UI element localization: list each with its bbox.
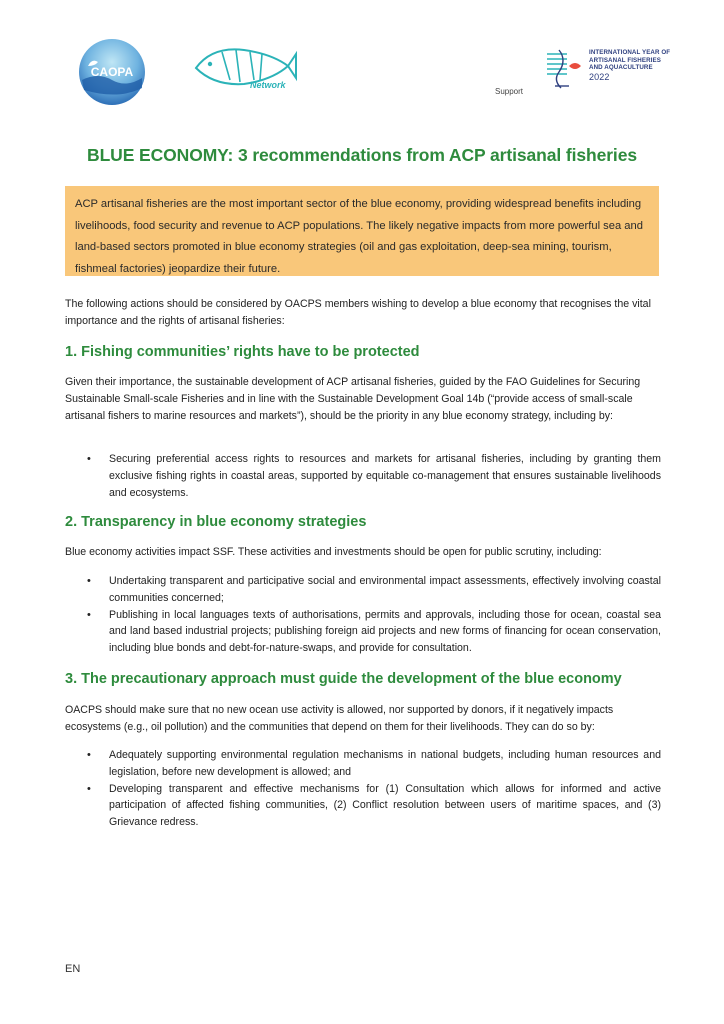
section-2-bullet-1: • Undertaking transparent and participative social and environmental impact assessments, effectively involving coastal communities concerned; (65, 573, 661, 607)
document-title: BLUE ECONOMY: 3 recommendations from ACP artisanal fisheries (87, 145, 637, 165)
intro-paragraph: The following actions should be considered by OACPS members wishing to develop a blue economy that recognises the vital importance and the rights of artisanal fisheries: (65, 298, 651, 327)
section-1-bullets (65, 451, 661, 501)
support-label: Support (495, 87, 524, 96)
iyafa-line-1: INTERNATIONAL YEAR OF (589, 49, 671, 56)
section-3-text: OACPS should make sure that no new ocean use activity is allowed, nor supported by donors, if it negatively impacts ecosystems (e.g., oil pollution) and the communities that depend on them for their livelihoods. They can do so by: (65, 704, 614, 733)
language-code: EN (65, 963, 81, 975)
section-3-bullets (65, 747, 661, 831)
section-3-bullet-1: • Adequately supporting environmental regulation mechanisms in national budgets, including human resources and legislation, before new development is allowed; and (65, 747, 661, 781)
summary-box: ACP artisanal fisheries are the most important sector of the blue economy, providing widespread benefits including livelihoods, food security and revenue to ACP populations. The likely negative impacts from more powerful sea and land-based sectors promoted in blue economy strategies (oil and gas exploitation, deep-sea mining, tourism, fishmeal factories) jeopardize their future. (65, 186, 659, 276)
caopa-logo-text: CAOPA (90, 65, 134, 79)
iyafa-line-2: ARTISANAL FISHERIES (589, 56, 661, 64)
network-fish-logo (192, 40, 298, 94)
network-logo-text: Network (250, 80, 286, 90)
section-2-bullets (65, 573, 661, 657)
section-3-bullet-2: • Developing transparent and effective mechanisms for (1) Consultation which allows for informed and active participation of affected fishing communities, (2) Conflict resolution between users of maritime spaces, and (3) Grievance redress. (65, 781, 661, 831)
section-1-heading: 1. Fishing communities’ rights have to be protected (65, 344, 420, 360)
section-1-text: Given their importance, the sustainable development of ACP artisanal fisheries, guided by the FAO Guidelines for Securing Sustainable Small-scale Fisheries and in line with the Sustainable Development Goal 14b (“provide access of small-scale artisanal fishers to marine resources and markets”), should be the priority in any blue economy strategy, including by: (65, 376, 641, 422)
iyafa-line-3: AND AQUACULTURE (589, 64, 653, 72)
section-2-text: Blue economy activities impact SSF. These activities and investments should be open for public scrutiny, including: (65, 546, 602, 558)
iyafa-year: 2022 (589, 71, 610, 82)
section-2-heading: 2. Transparency in blue economy strategies (65, 514, 367, 530)
iyafa-logo-text (589, 49, 670, 83)
section-1-bullet-1: • Securing preferential access rights to resources and markets for artisanal fisheries, including by granting them exclusive fishing rights in coastal areas, supported by equitable co-management that ensures sustainable livelihoods and ecosystems. (65, 451, 661, 501)
caopa-logo (78, 38, 146, 106)
section-3-heading: 3. The precautionary approach must guide the development of the blue economy (65, 671, 622, 687)
section-2-bullet-2: • Publishing in local languages texts of authorisations, permits and approvals, including those for ocean, coastal sea and land based industrial projects; publishing foreign aid projects and new forms of financing for ocean conservation, including blue bonds and debt-for-nature-swaps, and provide for consultation. (65, 607, 661, 657)
